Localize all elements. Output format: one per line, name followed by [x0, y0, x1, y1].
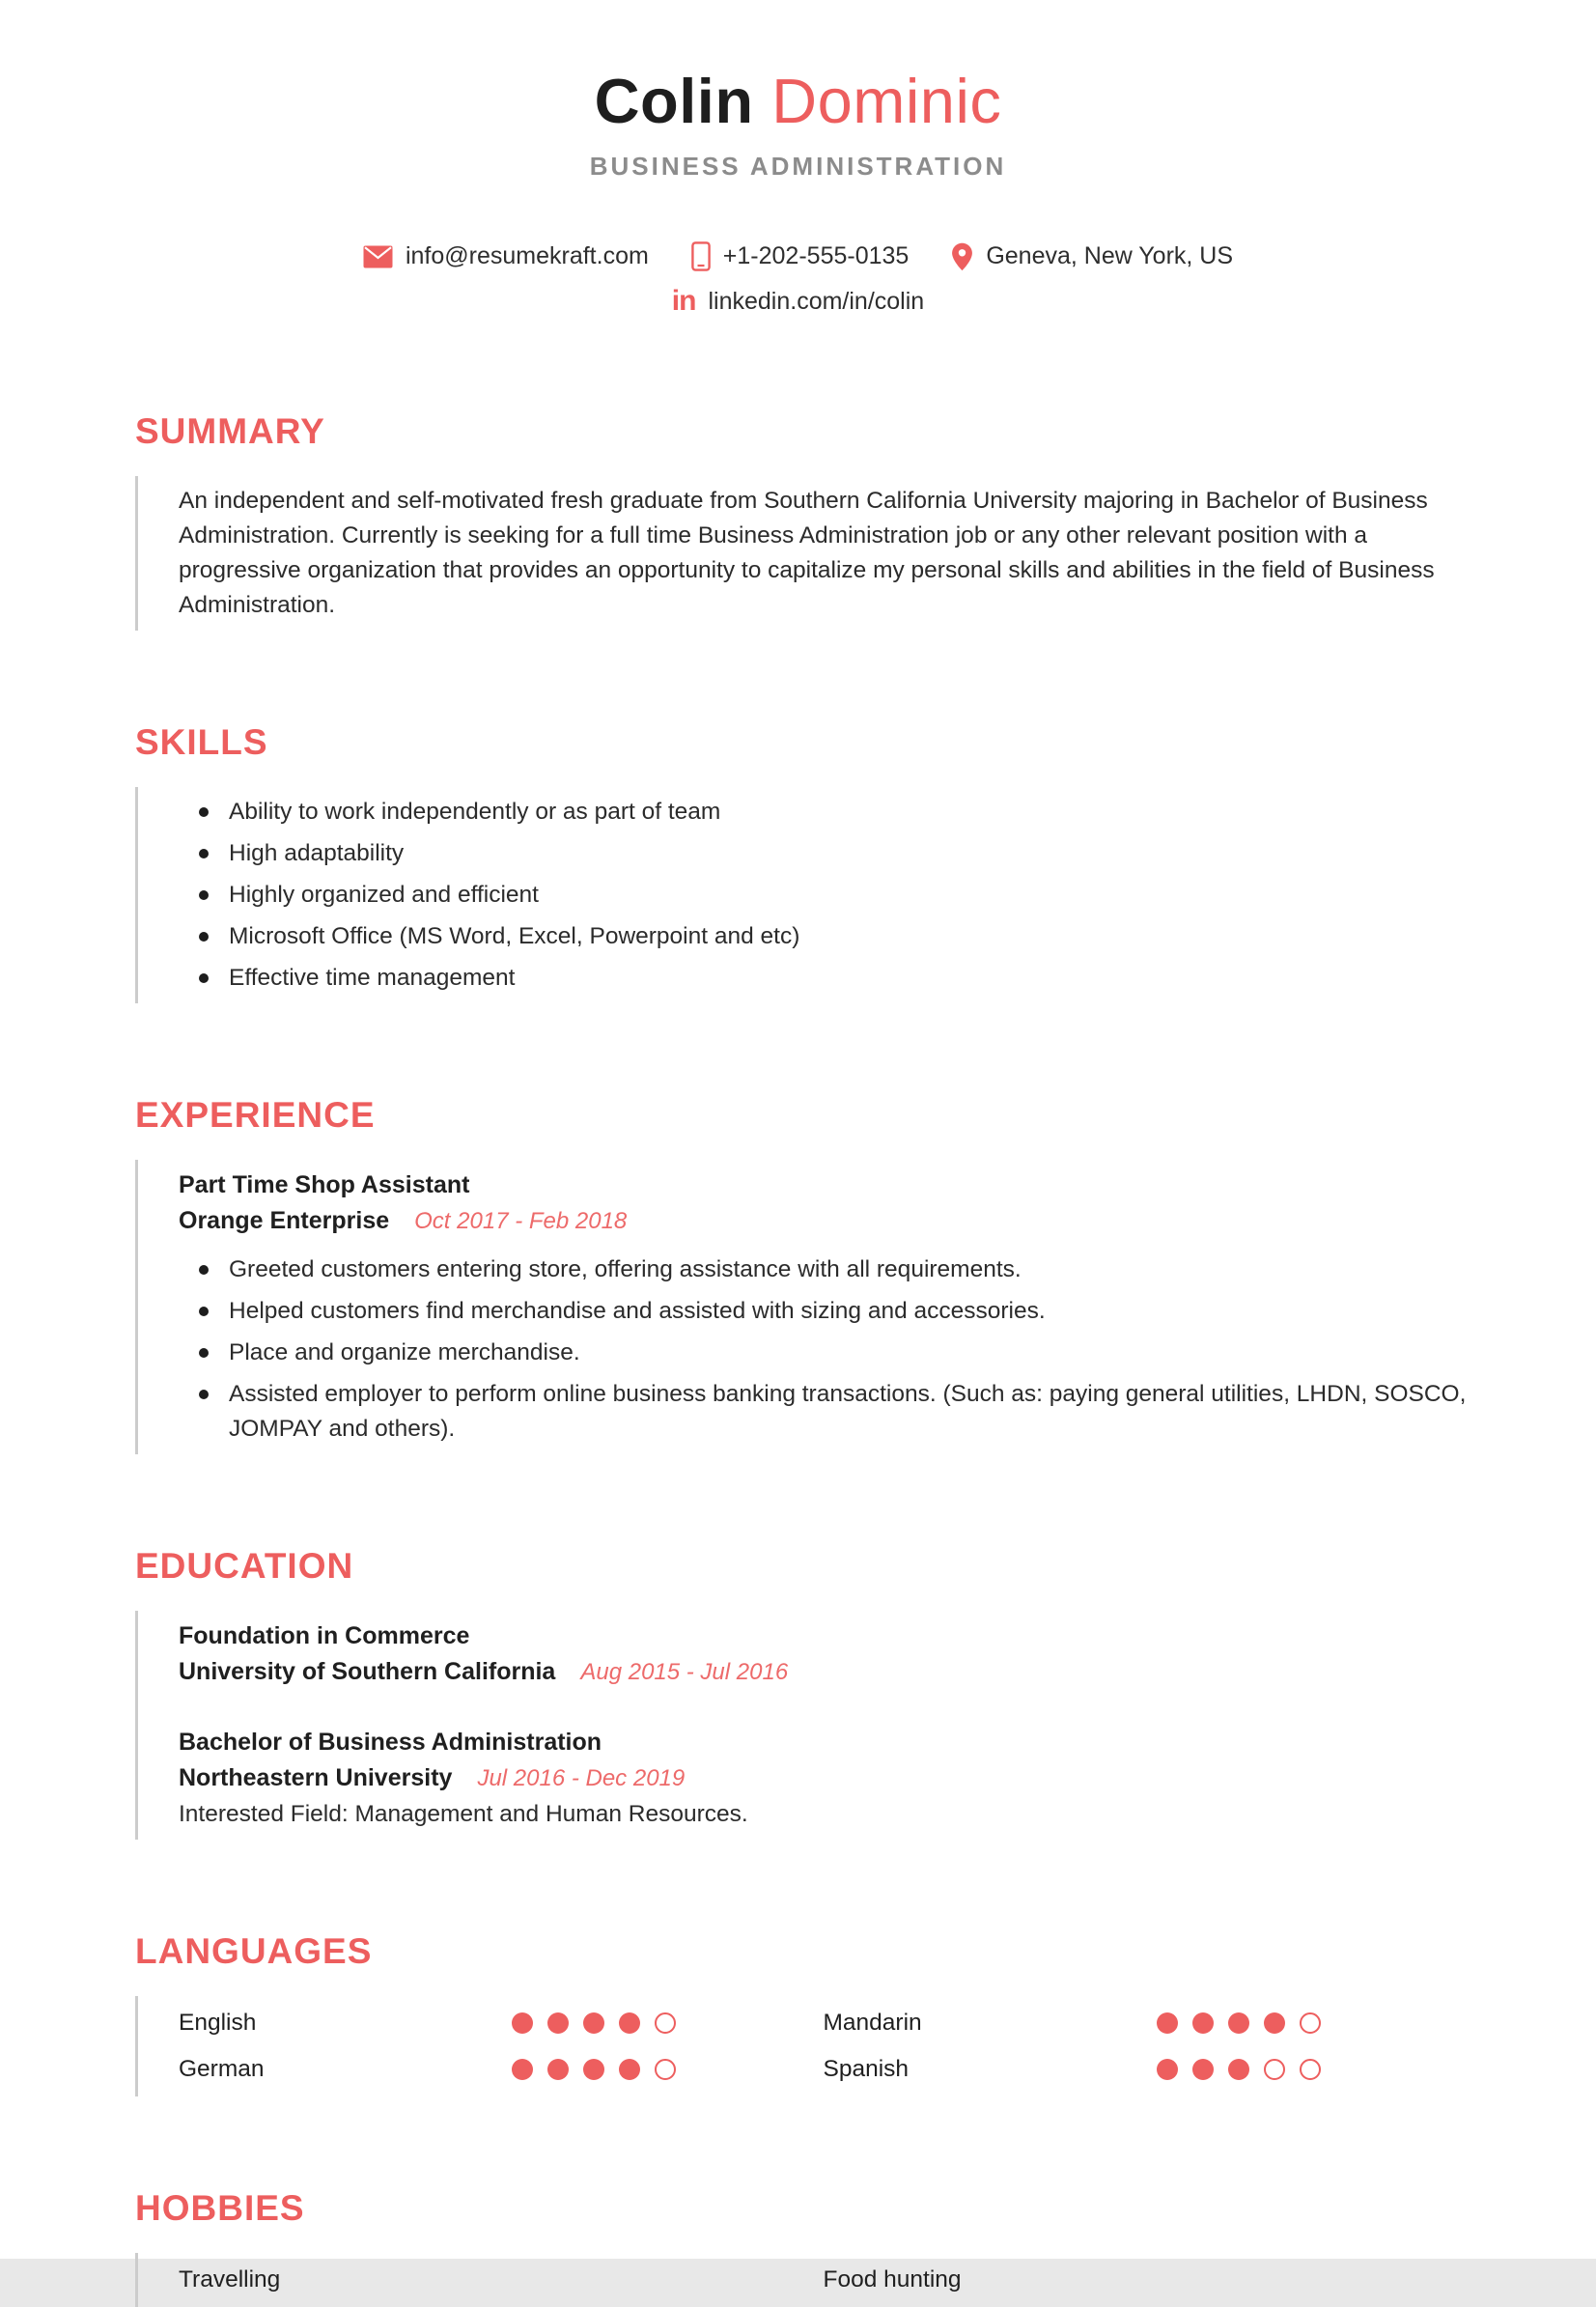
skill-item: Microsoft Office (MS Word, Excel, Powerpoint and etc) [179, 919, 1468, 954]
section-languages [135, 1930, 1468, 2096]
hobby-item: Travelling [179, 2266, 281, 2293]
level-dot-empty [1300, 2059, 1321, 2080]
contact-email-text: info@resumekraft.com [405, 242, 649, 269]
section-education [135, 1545, 1468, 1840]
contact-linkedin-text: linkedin.com/in/colin [708, 287, 925, 315]
education-school: University of Southern California [179, 1658, 556, 1685]
language-name: English [179, 2010, 257, 2036]
contact-linkedin [672, 287, 924, 316]
skill-item: High adaptability [179, 836, 1468, 871]
level-dot-filled [1157, 2012, 1178, 2034]
language-item [824, 2050, 1469, 2089]
level-dot-filled [512, 2059, 533, 2080]
languages-heading: LANGUAGES [135, 1931, 373, 1971]
skills-heading: SKILLS [135, 722, 268, 762]
level-dot-filled [1264, 2012, 1285, 2034]
envelope-icon [363, 245, 393, 268]
level-dot-empty [1264, 2059, 1285, 2080]
hobbies-heading: HOBBIES [135, 2188, 305, 2228]
languages-grid [179, 2004, 1468, 2089]
skill-item: Highly organized and efficient [179, 878, 1468, 913]
summary-body [135, 476, 1468, 631]
skills-body [135, 787, 1468, 1003]
mobile-phone-icon [691, 241, 711, 271]
education-entry [179, 1618, 1468, 1690]
contact-row-secondary [0, 287, 1596, 316]
education-dates: Aug 2015 - Jul 2016 [580, 1659, 789, 1685]
summary-text: An independent and self-motivated fresh graduate from Southern California University majoring in Bachelor of Business Administration. Currently is seeking for a full time Business Administration job or any other relevant position with a progressive organization that provides an opportunity to capitalize my personal skills and abilities in the field of Business Administration. [179, 488, 1435, 618]
language-item [179, 2004, 824, 2042]
section-summary [135, 410, 1468, 631]
education-body [135, 1611, 1468, 1840]
level-dot-filled [619, 2059, 640, 2080]
job-subline [179, 1203, 1468, 1239]
contact-phone-text: +1-202-555-0135 [722, 242, 910, 269]
contact-location [951, 242, 1233, 271]
education-school: Northeastern University [179, 1764, 453, 1791]
job-bullet: Greeted customers entering store, offering assistance with all requirements. [179, 1252, 1468, 1287]
resume-content [0, 410, 1596, 2307]
profession-subtitle: BUSINESS ADMINISTRATION [589, 152, 1007, 181]
level-dot-filled [583, 2059, 604, 2080]
education-heading: EDUCATION [135, 1546, 354, 1586]
language-name: Mandarin [823, 2010, 922, 2036]
level-dot-empty [655, 2059, 676, 2080]
contact-row-primary [0, 241, 1596, 271]
education-note: Interested Field: Management and Human Resources. [179, 1801, 748, 1827]
language-name: German [179, 2056, 265, 2082]
job-dates: Oct 2017 - Feb 2018 [414, 1208, 628, 1234]
level-dot-filled [1192, 2012, 1214, 2034]
education-subline [179, 1760, 1468, 1796]
section-experience [135, 1094, 1468, 1454]
hobbies-body [135, 2253, 1468, 2307]
language-level-dots [512, 2059, 676, 2080]
summary-heading: SUMMARY [135, 411, 325, 451]
language-level-dots [512, 2012, 676, 2034]
language-level-dots [1157, 2012, 1321, 2034]
header [0, 0, 1596, 316]
level-dot-empty [655, 2012, 676, 2034]
person-name [0, 64, 1596, 139]
map-pin-icon [951, 242, 973, 271]
education-degree: Bachelor of Business Administration [179, 1729, 602, 1756]
last-name: Dominic [771, 66, 1002, 136]
job-title: Part Time Shop Assistant [179, 1171, 470, 1198]
first-name: Colin [594, 66, 754, 136]
level-dot-filled [547, 2059, 569, 2080]
language-item [179, 2050, 824, 2089]
experience-body [135, 1160, 1468, 1454]
job-bullet: Helped customers find merchandise and assisted with sizing and accessories. [179, 1294, 1468, 1329]
level-dot-filled [1157, 2059, 1178, 2080]
education-entry [179, 1725, 1468, 1832]
level-dot-filled [547, 2012, 569, 2034]
level-dot-filled [1192, 2059, 1214, 2080]
contact-email [363, 242, 649, 270]
job-entry [179, 1168, 1468, 1447]
job-company: Orange Enterprise [179, 1207, 390, 1234]
hobby-item: Food hunting [823, 2266, 962, 2293]
education-dates: Jul 2016 - Dec 2019 [477, 1765, 686, 1791]
skill-item: Effective time management [179, 961, 1468, 996]
job-bullets-list [179, 1252, 1468, 1447]
job-bullet: Place and organize merchandise. [179, 1336, 1468, 1370]
language-name: Spanish [823, 2056, 910, 2082]
level-dot-empty [1300, 2012, 1321, 2034]
linkedin-icon: in [671, 285, 696, 317]
languages-body [135, 1996, 1468, 2096]
education-degree: Foundation in Commerce [179, 1622, 470, 1649]
section-skills [135, 721, 1468, 1003]
level-dot-filled [1228, 2059, 1249, 2080]
level-dot-filled [619, 2012, 640, 2034]
contact-location-text: Geneva, New York, US [986, 242, 1234, 269]
section-hobbies [135, 2187, 1468, 2307]
hobbies-grid [179, 2261, 1468, 2299]
contact-phone [691, 241, 910, 271]
skills-list [179, 795, 1468, 996]
experience-heading: EXPERIENCE [135, 1095, 376, 1135]
level-dot-filled [583, 2012, 604, 2034]
level-dot-filled [512, 2012, 533, 2034]
skill-item: Ability to work independently or as part of team [179, 795, 1468, 830]
job-bullet: Assisted employer to perform online business banking transactions. (Such as: paying general utilities, LHDN, SOSCO, JOMPAY and others). [179, 1377, 1468, 1447]
language-level-dots [1157, 2059, 1321, 2080]
level-dot-filled [1228, 2012, 1249, 2034]
language-item [824, 2004, 1469, 2042]
education-subline [179, 1654, 1468, 1690]
